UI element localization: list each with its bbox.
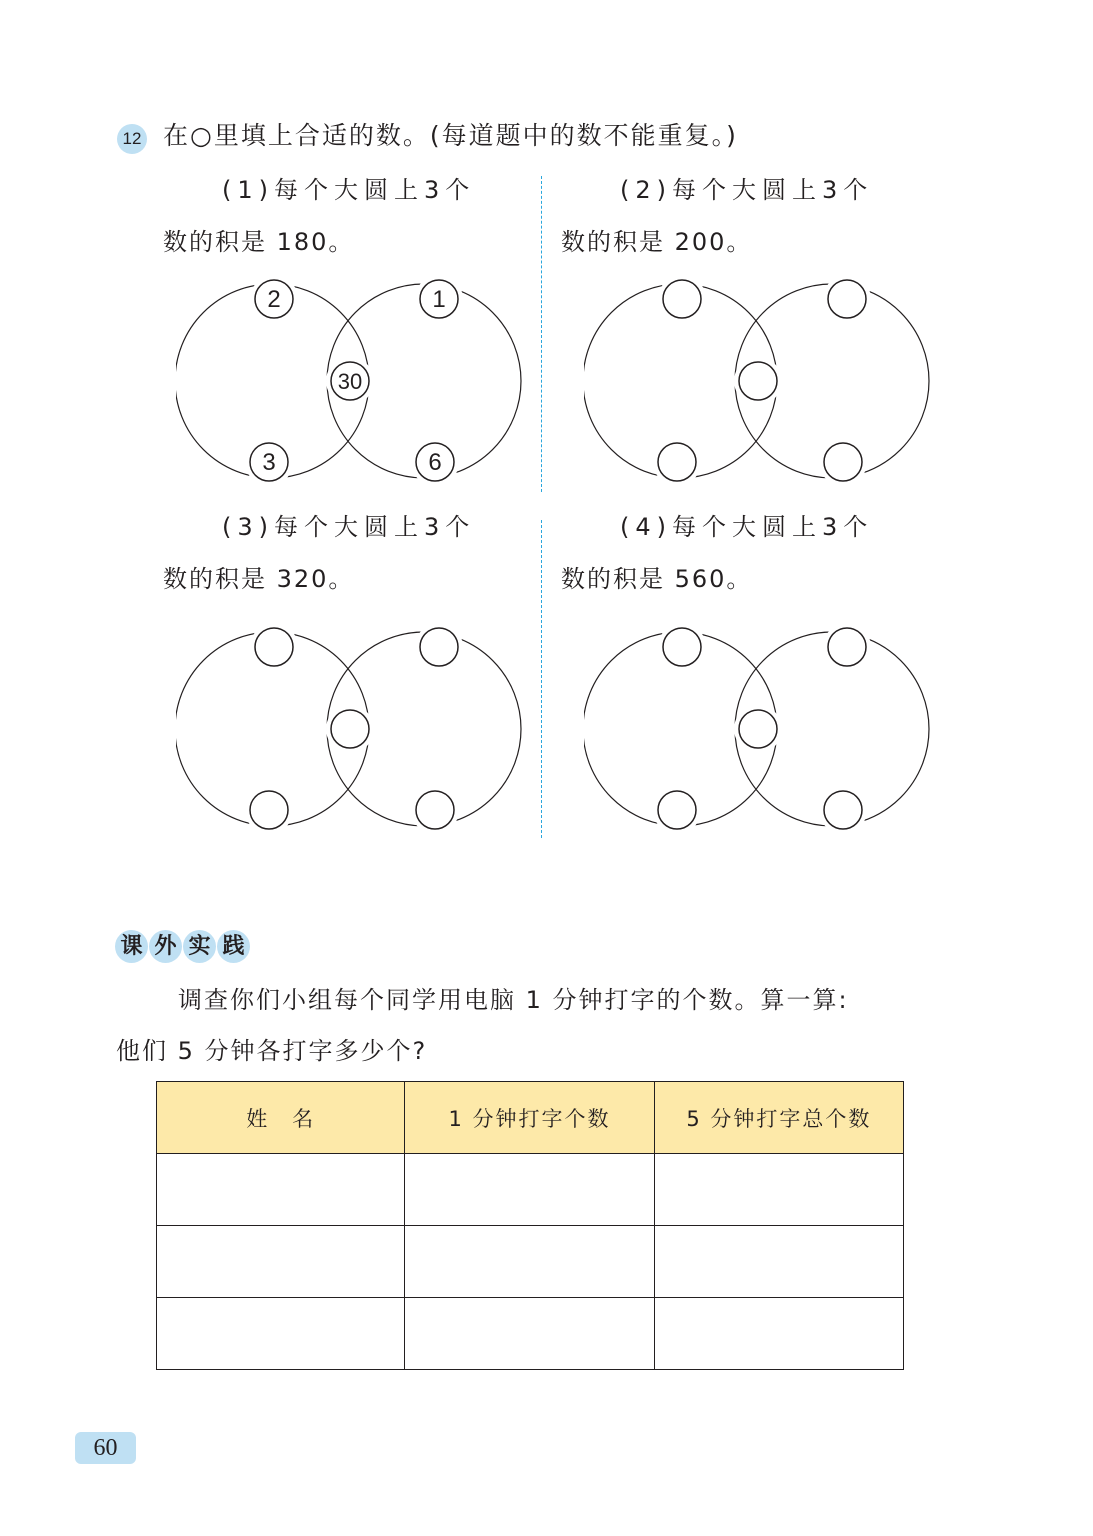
- table-cell[interactable]: [405, 1226, 654, 1298]
- part-1-label-line2: 数的积是 180。: [163, 228, 355, 256]
- answer-value: 6: [428, 449, 442, 476]
- table-cell[interactable]: [157, 1226, 405, 1298]
- answer-circle-bottom-left[interactable]: [653, 438, 701, 486]
- practice-text-line1: 调查你们小组每个同学用电脑 1 分钟打字的个数。算一算:: [178, 986, 849, 1014]
- answer-circle-top-left[interactable]: [250, 275, 298, 323]
- answer-circle-top-right[interactable]: [823, 623, 871, 671]
- answer-circle-bottom-right[interactable]: [411, 786, 459, 834]
- answer-circle-top-left[interactable]: [250, 623, 298, 671]
- tag-char-3: 实: [183, 930, 216, 963]
- answer-circle-top-left[interactable]: [658, 623, 706, 671]
- table-cell[interactable]: [405, 1154, 654, 1226]
- answer-circle-bottom-left[interactable]: [653, 786, 701, 834]
- divider-top: [541, 176, 542, 492]
- answer-circle-bottom-right[interactable]: [819, 438, 867, 486]
- answer-circle-top-right[interactable]: [415, 275, 463, 323]
- header-one-minute: 1 分钟打字个数: [405, 1082, 654, 1154]
- table-cell[interactable]: [654, 1154, 903, 1226]
- divider-bottom: [541, 520, 542, 838]
- answer-circle-top-right[interactable]: [415, 623, 463, 671]
- page-number: 60: [75, 1432, 136, 1464]
- answer-circle-bottom-right[interactable]: [819, 786, 867, 834]
- answer-circle-bottom-left[interactable]: [245, 438, 293, 486]
- answer-circle-bottom-right[interactable]: [411, 438, 459, 486]
- table-row: [157, 1298, 904, 1370]
- part-2-label-line1: (2)每个大圆上3个: [620, 176, 874, 204]
- table-cell[interactable]: [157, 1298, 405, 1370]
- part-4-label-line1: (4)每个大圆上3个: [620, 513, 874, 541]
- table-row: [157, 1154, 904, 1226]
- answer-circle-center[interactable]: [326, 357, 374, 405]
- table-row: [157, 1226, 904, 1298]
- header-name: 姓 名: [157, 1082, 405, 1154]
- answer-value: 3: [262, 449, 276, 476]
- diagram-part-1: [176, 272, 526, 492]
- part-1-label-line1: (1)每个大圆上3个: [222, 176, 476, 204]
- answer-circle-center[interactable]: [734, 705, 782, 753]
- answer-circle-top-right[interactable]: [823, 275, 871, 323]
- answer-value: 30: [337, 369, 363, 394]
- diagram-part-4: [584, 620, 934, 840]
- table-cell[interactable]: [654, 1298, 903, 1370]
- answer-circle-top-left[interactable]: [658, 275, 706, 323]
- practice-section-tag: [115, 930, 251, 966]
- part-3-label-line2: 数的积是 320。: [163, 565, 355, 593]
- diagram-part-3: [176, 620, 526, 840]
- part-2-label-line2: 数的积是 200。: [561, 228, 753, 256]
- answer-circle-center[interactable]: [326, 705, 374, 753]
- tag-char-1: 课: [115, 930, 148, 963]
- practice-text-line2: 他们 5 分钟各打字多少个?: [116, 1037, 428, 1065]
- tag-char-4: 践: [217, 930, 250, 963]
- part-4-label-line2: 数的积是 560。: [561, 565, 753, 593]
- table-cell[interactable]: [405, 1298, 654, 1370]
- tag-char-2: 外: [149, 930, 182, 963]
- problem-instruction: 在○里填上合适的数。(每道题中的数不能重复。): [163, 121, 738, 150]
- header-five-minutes: 5 分钟打字总个数: [654, 1082, 903, 1154]
- answer-circle-center[interactable]: [734, 357, 782, 405]
- answer-value: 2: [267, 286, 281, 313]
- table-header-row: [157, 1082, 904, 1154]
- answer-value: 1: [432, 286, 446, 313]
- part-3-label-line1: (3)每个大圆上3个: [222, 513, 476, 541]
- table-cell[interactable]: [157, 1154, 405, 1226]
- problem-number-badge: 12: [117, 124, 147, 154]
- table-cell[interactable]: [654, 1226, 903, 1298]
- typing-survey-table: [156, 1081, 904, 1370]
- diagram-part-2: [584, 272, 934, 492]
- answer-circle-bottom-left[interactable]: [245, 786, 293, 834]
